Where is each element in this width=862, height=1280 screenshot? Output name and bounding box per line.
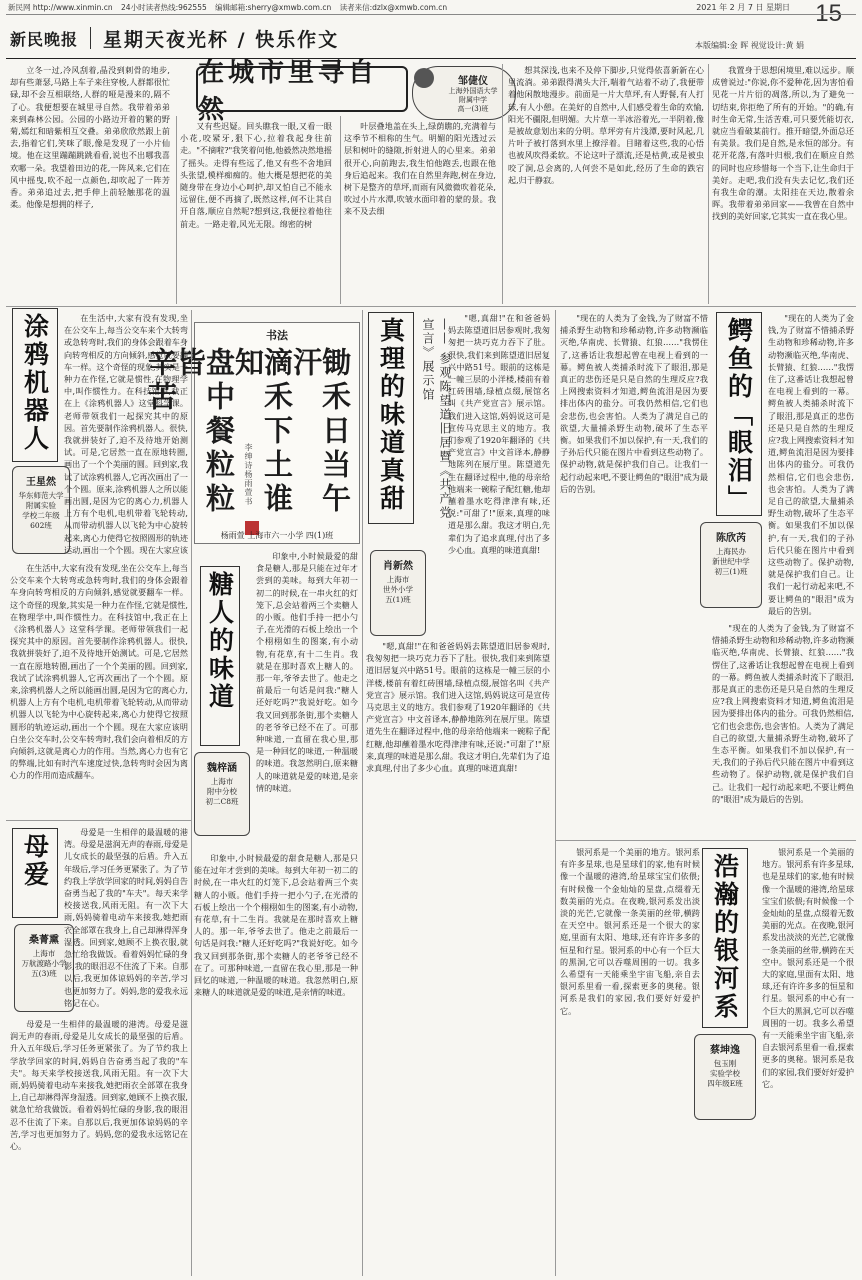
col-divider bbox=[362, 310, 363, 1276]
article7-text-col2: 银河系是一个美丽的地方。银河系有许多星球,也是星球们的家,他有时候像一个温暖的港湾,给星球宝宝们依偎;有时候像一个金灿灿的星盘,点缀着无数美丽的光点。在夜晚,银河系发出淡淡的光芒,它就像一条美丽的丝带,横跨在天空中。银河系还是一个很大的家庭,里面有太阳、地球,还有许许多多的恒星和行星。银河系的中心有一个巨大的黑洞,它可以吞噬周围的一切。我多么希望有一天能乘坐宇宙飞船,亲自去银河系里看一看,探索更多的奥秘。银河系是我们的家园,我们要好好爱护它。 bbox=[762, 847, 854, 1089]
article2-text-col2: 在生活中,大家有没有发现,坐在公交车上,每当公交车来个大转弯或急转弯时,我们的身体会跟着车身向转弯相反的方向倾斜,感觉就要翻车一样。这个奇怪的现象,其实是一种力在作怪,它就是惯性,在物理学中,叫作惯性力。在科技馆中,我正在上《涂鸦机器人》这堂科学课。老师带领我们一起探究其中的原因。首先要制作涂鸦机器人。很快,我就拼装好了,迫不及待地开始测试。可是,它居然一直在原地转圈,画出了一个个美丽的圆。回到家,我试了试涂鸦机器人,它再次画出了一个个圆。原来,涂鸦机器人之所以能画出圆,是因为它的离心力,机器人上方有个电机,电机带着飞轮转动,从而带动机器人以飞轮为中心旋转起来,离心力使得它按照圆形的轨迹运动,画出一个个圆。现在大家应该明白坐公交车时,公交车转弯时,我们会向着相反的方向倾斜,这就是离心力的作用。当然,离心力也有它的弊端,比如有时汽车速度过快,急转弯时会因为离心力的作用而造成翻车。 bbox=[10, 563, 188, 781]
article7-author: 蔡坤逸 bbox=[710, 1045, 740, 1056]
article7-author-dept: 实验学校 bbox=[710, 1069, 740, 1078]
article6-author: 桑菁熏 bbox=[29, 935, 59, 946]
article5-byline bbox=[700, 522, 762, 608]
article1-author-dept: 附属中学 bbox=[459, 96, 487, 104]
col-divider bbox=[176, 116, 177, 304]
article6-title: 母爱 bbox=[20, 833, 50, 889]
col-divider bbox=[191, 310, 192, 1276]
author-avatar bbox=[414, 68, 434, 88]
hotline: 24小时读者热线:962555 bbox=[121, 3, 207, 12]
calligraphy-col-1: 锄禾日当午汗 bbox=[289, 347, 352, 517]
article1-col5: 我置身于思想闲境里,难以远步。顺成曾说过:"你说,你不爱种花,因为害怕看见花一片片衍的凋落,所以,为了避免一切结束,你拒绝了所有的开始。"的确,有时生命无常,生活苦难,可只要凭能切衣,就应当看破某前行。推开暗望,外面总还有美景。我们是自然,是永恒的部分。有花开花落,有落叶归根,我们在顺应自然的同时也应珍惜每一个当下,让生命归于美好。走吧,我们没有失去记忆,我们还有我生命的潮。太阳挂在天边,散着余晖。我带着弟弟回家——我曾在自然中找到的美好回家,它其实一直在我心里。 bbox=[712, 65, 854, 222]
article2-author-grade: 学校二年级 bbox=[22, 511, 60, 520]
article3-text-col2: "嗯,真甜!"在和爸爸妈妈去陈望道旧居参观时,我匆匆把一块巧克力吞下了肚。很快,我们来到陈望道旧居复兴中路51号。眼前的这栋是一幢三层的小洋楼,楼前有着红砖围墙,绿植点缀,展馆名叫《共产党宣言》展示馆。我们进入这馆,妈妈说这可是宣传马克思主义的地方。我们参观了1920年翻译的《共产党宣言》中文首译本,静静地陈列在展厅里。陈望道先生在翻译过程中,他的母亲给他端来一碗粽子配红糖,他却蘸着墨水吃得津津有味,还说:"可甜了!"原来,真理的味道是那么甜。我这才明白,先辈们为了追求真理,付出了多少心血。真理的味道真甜! bbox=[366, 641, 550, 774]
website: 新民网 http://www.xinmin.cn bbox=[8, 3, 113, 12]
article3-author: 肖新然 bbox=[383, 561, 413, 572]
article5-title-box bbox=[716, 312, 762, 516]
row-divider-2 bbox=[6, 820, 192, 821]
article3-author-class: 五(1)班 bbox=[385, 595, 411, 604]
article7-text-col1: 银河系是一个美丽的地方。银河系有许多星球,也是星球们的家,他有时候像一个温暖的港湾,给星球宝宝们依偎;有时候像一个金灿灿的星盘,点缀着无数美丽的光点。在夜晚,银河系发出淡淡的光芒,它就像一条美丽的丝带,横跨在天空中。银河系还是一个很大的家庭,里面有太阳、地球,还有许许多多的恒星和行星。银河系的中心有一个巨大的黑洞,它可以吞噬周围的一切。我多么希望有一天能乘坐宇宙飞船,亲自去银河系里看一看,探索更多的奥秘。银河系是我们的家园,我们要好好爱护它。 bbox=[560, 847, 700, 1016]
article2-author-dept: 附属实验 bbox=[26, 501, 56, 510]
article5-text-col3: "现在的人类为了金钱,为了财富不惜捕杀野生动物和珍稀动物,许多动物濒临灭绝,华南虎、长臂猿、红狼……"我愣住了,这番话让我想起曾在电视上看到的一幕。鳄鱼被人类捕杀时流下了眼泪,那是真正的悲伤还是只是自然的生理反应?我上网搜索资料才知道,鳄鱼流泪是因为要排出体内的盐分。可我仍然相信,它们也会悲伤,也会害怕。人类为了满足自己的欲望,大量捕杀野生动物,破坏了生态平衡。如果我们不加以保护,有一天,我们的子孙后代只能在图片中看到这些动物了。保护动物,就是保护我们自己。让我们一起行动起来吧,不要让鳄鱼的"眼泪"成为最后的告别。 bbox=[712, 623, 854, 804]
article3-subtitle: —— 参观陈望道旧居暨《共产党宣言》展示馆 bbox=[421, 318, 452, 520]
article4-title: 糖人的味道 bbox=[205, 571, 235, 711]
article5-text-col1: "现在的人类为了金钱,为了财富不惜捕杀野生动物和珍稀动物,许多动物濒临灭绝,华南虎、长臂猿、红狼……"我愣住了,这番话让我想起曾在电视上看到的一幕。鳄鱼被人类捕杀时流下了眼泪,那是真正的悲伤还是只是自然的生理反应?我上网搜索资料才知道,鳄鱼流泪是因为要排出体内的盐分。可我仍然相信,它们也会悲伤,也会害怕。人类为了满足自己的欲望,大量捕杀野生动物,破坏了生态平衡。如果我们不加以保护,有一天,我们的子孙后代只能在图片中看到这些动物了。保护动物,就是保护我们自己。让我们一起行动起来吧,不要让鳄鱼的"眼泪"成为最后的告别。 bbox=[560, 313, 708, 494]
article2-author-school: 华东师范大学 bbox=[18, 491, 64, 500]
article4-author-school: 附中分校 bbox=[207, 787, 237, 796]
article6-author-city: 上海市 bbox=[32, 949, 56, 958]
col-divider bbox=[502, 64, 503, 304]
article1-title: 在城市里寻自然 bbox=[196, 66, 408, 112]
article3-author-city: 上海市 bbox=[386, 575, 410, 584]
article5-title: 鳄鱼的「眼泪」 bbox=[724, 317, 754, 513]
article1-col1: 立冬一过,冷风刮着,晶没到刺骨的地步,却有些萧瑟,马路上车子来往穿梭,人群都很忙碌,却不会互相联络,人群的哑是漫来的,隔不了心。我便想要在城里寻自然。我带着弟弟来到森林公园。公园的小路边开着的繁的野菊,嫣红和暗紫相互交叠。弟弟欣欣然跟上前去,指着它们,笑咪了眼,像是发现了一小片仙境。他在这里蹦蹦跳跳看看,说也不出哪我喜欢哪一朵。我望着田边的花,一阵风来,它们在风中摇曳,吹不起一点颜色,却吹起了一阵芳香。弟弟追过去,把手伸上前轻触那花的温柔。他像是想拥的样子, bbox=[10, 65, 170, 210]
masthead-divider bbox=[90, 27, 91, 49]
row-divider-3 bbox=[556, 840, 856, 841]
issue-date: 2021 年 2 月 7 日 星期日 bbox=[696, 3, 790, 12]
article1-col2: 又有些迟疑。回头瞧我一眼,又看一眼小花,咬紧牙,狠下心,拉着我起身往前走。"不摘啦?"我笑着问他,他毅然决然地摇了摇头。走得有些远了,他又有些不舍地回头张望,模样痴痴的。他大概是想把花的美随身带在身边小心呵护,却又怕自己不能永远留住,便不再摘了,既然这样,何不让其自开自落,顺应自然呢?想到这,我便拉着他往前走。一路走着,风光无限。绵密的树 bbox=[180, 121, 332, 229]
article1-col3: 叶层叠地盖在头上,绿荫瞧的,充满着与这季节不相称的生气。明媚的阳光透过云层和树叶的缝隙,折射进人的心里来。弟弟很开心,向前跑去,我生怕他跑丢,也跟在他身后追起来。我们在自然里奔跑,树在身边,树下是整齐的草坪,而雨有风微微吹着花朵,吹过小片水潭,吹皱水面印着的蒙的景。我来不及去细 bbox=[344, 121, 496, 217]
article1-author-school: 上海外国语大学 bbox=[448, 87, 498, 95]
article3-title: 真理的味道真甜 bbox=[376, 317, 406, 513]
article4-text-col1: 印象中,小时候最爱的甜食是糖人,那是只能在过年才尝到的美味。每到大年初一初二的时候,在一串火红的灯笼下,总会站着两三个卖糖人的小贩。他们手持一把小勺子,在光滑的石板上绘出一个个栩栩如生的图案,有小动物,有花草,有十二生肖。我就是在那时喜欢上糖人的。那一年,爷爷去世了。他走之前最后一句话是问我:"糖人还好吃吗?"我说好吃。如今我又回到那条街,那个卖糖人的老爷爷已经不在了。可那种味道,一直留在我心里,那是一种回忆的味道,一种温暖的味道。我忽然明白,原来糖人的味道就是爱的味道,是亲情的味道。 bbox=[256, 551, 358, 793]
col-divider bbox=[708, 64, 709, 304]
section-title: 星期天夜光杯 / 快乐作文 bbox=[103, 28, 340, 51]
masthead bbox=[10, 20, 339, 56]
calligraphy-artwork bbox=[144, 322, 360, 544]
article3-byline bbox=[370, 550, 426, 636]
article4-byline bbox=[194, 752, 250, 836]
article4-title-box bbox=[200, 566, 240, 746]
article4-author-class: 初二C8班 bbox=[205, 797, 239, 806]
article5-author: 陈欣芮 bbox=[716, 533, 746, 544]
calligraphy-signature: 李绅诗杨雨萱书 bbox=[244, 443, 253, 506]
article6-author-school: 万航渡路小学 bbox=[21, 959, 67, 968]
article7-byline bbox=[694, 1034, 756, 1120]
row-divider-1 bbox=[6, 306, 856, 307]
article5-text-col2: "现在的人类为了金钱,为了财富不惜捕杀野生动物和珍稀动物,许多动物濒临灭绝,华南虎、长臂猿、红狼……"我愣住了,这番话让我想起曾在电视上看到的一幕。鳄鱼被人类捕杀时流下了眼泪,那是真正的悲伤还是只是自然的生理反应?我上网搜索资料才知道,鳄鱼流泪是因为要排出体内的盐分。可我仍然相信,它们也会悲伤,也会害怕。人类为了满足自己的欲望,大量捕杀野生动物,破坏了生态平衡。如果我们不加以保护,有一天,我们的子孙后代只能在图片中看到这些动物了。保护动物,就是保护我们自己。让我们一起行动起来吧,不要让鳄鱼的"眼泪"成为最后的告别。 bbox=[768, 313, 854, 616]
col-divider bbox=[555, 310, 556, 1276]
page-number: 15 bbox=[815, 0, 842, 27]
article7-title: 浩瀚的银河系 bbox=[710, 853, 740, 1021]
article4-author: 魏梓涵 bbox=[207, 763, 237, 774]
newspaper-name: 新民晚报 bbox=[10, 29, 79, 49]
article1-author: 邹倢仪 bbox=[458, 76, 488, 87]
reader-email: 读者来信:dzlx@xmwb.com.cn bbox=[339, 3, 448, 12]
article6-title-box bbox=[12, 828, 58, 918]
article1-col4: 想其深浅,也来不及停下脚步,只觉得依喜新新在心里流淌。弟弟跟得满头大汗,喘着气站着不动了,我便带着他闲散地漫步。前面是一片大草坪,有人野餐,有人打球,有人小憩。在美好的自然中,人们感受着生命的欢愉,阳光不疆限,但明媚。大片草一半冰浴着光,一半阴着,像是被故意划出来的分明。草坪旁有片浅潭,要时风起,几片叶子被打落到水里上撩浮着。目睹着这些,我的心悟也被风吹得柔软。不论这叶子漂流,还是枯黄,或是被虫咬了洞,总会离的,人何尝不是如此,经历了生命的跌宕起,归于静寂。 bbox=[508, 65, 704, 185]
article5-author-class: 初三(1)班 bbox=[714, 567, 748, 576]
calligraphy-col-3: 盘中餐粒粒皆 bbox=[173, 347, 236, 517]
article7-author-school: 包玉刚 bbox=[713, 1059, 737, 1068]
editors-credit: 本版编辑:金 晖 视觉设计:黄 娟 bbox=[694, 41, 804, 50]
article6-text-col2: 母爱是一生相伴的最温暖的港湾。母爱是滋润无声的春雨,母爱是儿女成长的最坚强的后盾。升入五年级后,学习任务更紧张了。为了节约我上学放学回家的时间,妈妈自告奋勇当起了我的"车夫"。每天来学校接送我,风雨无阻。有一次下大雨,妈妈骑着电动车来接我,她把雨衣全部罩在我身上,自己却淋得浑身湿透。回到家,她顾不上换衣服,就急忙给我做饭。看着妈妈忙碌的身影,我的眼泪忍不住流了下来。自那以后,我更加体谅妈妈的辛苦,学习也更加努力了。妈妈,您的爱我永远铭记在心。 bbox=[10, 1019, 188, 1152]
calligraphy-col-2: 滴禾下土谁知 bbox=[231, 347, 294, 517]
article7-title-box bbox=[702, 848, 748, 1028]
article2-author-class: 602班 bbox=[30, 521, 52, 530]
article4-author-city: 上海市 bbox=[210, 777, 234, 786]
article1-author-class: 高一(3)班 bbox=[457, 105, 489, 113]
editor-email: 编辑邮箱:sherry@xmwb.com.cn bbox=[215, 3, 332, 12]
article2-author: 王星然 bbox=[26, 477, 56, 488]
article2-title: 涂鸦机器人 bbox=[20, 313, 50, 453]
article3-text-col1: "嗯,真甜!"在和爸爸妈妈去陈望道旧居参观时,我匆匆把一块巧克力吞下了肚。很快,我们来到陈望道旧居复兴中路51号。眼前的这栋是一幢三层的小洋楼,楼前有着红砖围墙,绿植点缀,展馆名叫《共产党宣言》展示馆。我们进入这馆,妈妈说这可是宣传马克思主义的地方。我们参观了1920年翻译的《共产党宣言》中文首译本,静静地陈列在展厅里。陈望道先生在翻译过程中,他的母亲给他端来一碗粽子配红糖,他却蘸着墨水吃得津津有味,还说:"可甜了!"原来,真理的味道是那么甜。我这才明白,先辈们为了追求真理,付出了多少心血。真理的味道真甜! bbox=[448, 313, 550, 555]
article6-text-col1: 母爱是一生相伴的最温暖的港湾。母爱是滋润无声的春雨,母爱是儿女成长的最坚强的后盾。升入五年级后,学习任务更紧张了。为了节约我上学放学回家的时间,妈妈自告奋勇当起了我的"车夫"。每天来学校接送我,风雨无阻。有一次下大雨,妈妈骑着电动车来接我,她把雨衣全部罩在我身上,自己却淋得浑身湿透。回到家,她顾不上换衣服,就急忙给我做饭。看着妈妈忙碌的身影,我的眼泪忍不住流了下来。自那以后,我更加体谅妈妈的辛苦,学习也更加努力了。妈妈,您的爱我永远铭记在心。 bbox=[64, 827, 188, 1008]
calligraphy-caption: 杨雨萱 上海市六一小学 四(1)班 bbox=[220, 531, 334, 540]
calligraphy-title: 书法 bbox=[266, 329, 288, 342]
calligraphy-col-4: 辛苦 bbox=[144, 347, 178, 415]
col-divider bbox=[340, 116, 341, 304]
article3-author-school: 世外小学 bbox=[383, 585, 413, 594]
top-info-bar bbox=[8, 0, 854, 27]
masthead-rule bbox=[6, 58, 856, 59]
article4-text-col2: 印象中,小时候最爱的甜食是糖人,那是只能在过年才尝到的美味。每到大年初一初二的时候,在一串火红的灯笼下,总会站着两三个卖糖人的小贩。他们手持一把小勺子,在光滑的石板上绘出一个个栩栩如生的图案,有小动物,有花草,有十二生肖。我就是在那时喜欢上糖人的。那一年,爷爷去世了。他走之前最后一句话是问我:"糖人还好吃吗?"我说好吃。如今我又回到那条街,那个卖糖人的老爷爷已经不在了。可那种味道,一直留在我心里,那是一种回忆的味道,一种温暖的味道。我忽然明白,原来糖人的味道就是爱的味道,是亲情的味道。 bbox=[194, 853, 358, 998]
article2-byline bbox=[12, 466, 70, 554]
article2-title-box bbox=[12, 308, 58, 462]
top-rule bbox=[6, 14, 856, 15]
article7-author-class: 四年级E班 bbox=[707, 1079, 743, 1088]
calligraphy-poem bbox=[144, 347, 352, 517]
article6-author-class: 五(3)班 bbox=[31, 969, 57, 978]
article2-text-col1: 在生活中,大家有没有发现,坐在公交车上,每当公交车来个大转弯或急转弯时,我们的身体会跟着车身向转弯相反的方向倾斜,感觉就要翻车一样。这个奇怪的现象,其实是一种力在作怪,它就是惯性,在物理学中,叫作惯性力。在科技馆中,我正在上《涂鸦机器人》这堂科学课。老师带领我们一起探究其中的原因。首先要制作涂鸦机器人。很快,我就拼装好了,迫不及待地开始测试。可是,它居然一直在原地转圈,画出了一个个美丽的圆。回到家,我试了试涂鸦机器人,它再次画出了一个个圆。原来,涂鸦机器人之所以能画出圆,是因为它的离心力,机器人上方有个电机,电机带着飞轮转动,从而带动机器人以飞轮为中心旋转起来,离心力使得它按照圆形的轨迹运动,画出一个个圆。现在大家应该 bbox=[64, 313, 188, 555]
article5-author-school: 新世纪中学 bbox=[712, 557, 750, 566]
article3-title-box bbox=[368, 312, 414, 524]
article5-author-city: 上海民办 bbox=[716, 547, 746, 556]
